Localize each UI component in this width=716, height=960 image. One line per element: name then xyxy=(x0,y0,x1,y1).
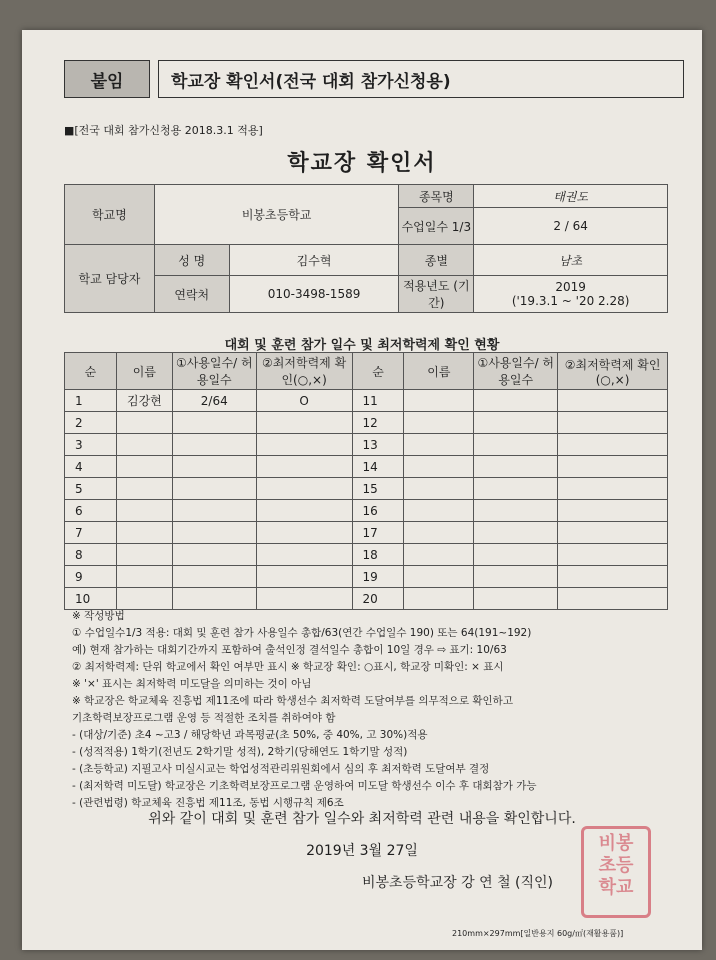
row-days-2 xyxy=(474,500,558,522)
row-check xyxy=(256,544,352,566)
row-number-2: 13 xyxy=(352,434,404,456)
year-label: 적용년도 (기간) xyxy=(399,276,474,313)
row-days xyxy=(172,566,256,588)
staff-label: 학교 담당자 xyxy=(65,245,155,313)
row-days-2 xyxy=(474,588,558,610)
row-name xyxy=(116,434,172,456)
instructions xyxy=(72,608,692,812)
row-days-2 xyxy=(474,544,558,566)
row-days xyxy=(172,456,256,478)
row-check-2 xyxy=(558,478,668,500)
row-check xyxy=(256,456,352,478)
row-number: 8 xyxy=(65,544,117,566)
row-number: 7 xyxy=(65,522,117,544)
col-header-days: ①사용일수/ 허용일수 xyxy=(172,353,256,390)
row-check-2 xyxy=(558,566,668,588)
col-header-check-2: ②최저학력제 확인(○,×) xyxy=(558,353,668,390)
attachment-label: 붙임 xyxy=(64,60,150,98)
row-check-2 xyxy=(558,412,668,434)
row-days-2 xyxy=(474,456,558,478)
col-header-name-2: 이름 xyxy=(404,353,474,390)
row-days: 2/64 xyxy=(172,390,256,412)
row-name-2 xyxy=(404,434,474,456)
row-check xyxy=(256,478,352,500)
table-row xyxy=(65,434,668,456)
signer-line: 비봉초등학교장 강 연 철 (직인) xyxy=(362,875,554,891)
info-table xyxy=(64,184,668,313)
row-number: 10 xyxy=(65,588,117,610)
document-date: 2019년 3월 27일 xyxy=(306,843,418,859)
row-number: 5 xyxy=(65,478,117,500)
row-name xyxy=(116,544,172,566)
days-value: 2 / 64 xyxy=(474,208,668,245)
official-seal: 비봉 초등 학교 xyxy=(581,826,651,918)
row-check xyxy=(256,500,352,522)
row-check xyxy=(256,412,352,434)
category-value: 남초 xyxy=(474,245,668,276)
row-check-2 xyxy=(558,434,668,456)
note-line: ※ 학교장은 학교체육 진흥법 제11조에 따라 학생선수 최저학력 도달여부를 의무적으로 확인하고 xyxy=(72,695,513,707)
note-line: ※ 작성방법 xyxy=(72,610,125,622)
school-label: 학교명 xyxy=(65,185,155,245)
name-value: 김수혁 xyxy=(229,245,399,276)
document-title: 학교장 확인서 xyxy=(287,151,437,176)
row-number: 2 xyxy=(65,412,117,434)
year-value: 2019 ('19.3.1 ~ '20 2.28) xyxy=(474,276,668,313)
days-label: 수업일수 1/3 xyxy=(399,208,474,245)
row-number-2: 15 xyxy=(352,478,404,500)
col-header-check: ②최저학력제 확인(○,×) xyxy=(256,353,352,390)
document-header xyxy=(64,60,684,98)
name-label: 성 명 xyxy=(154,245,229,276)
confirmation-text: 위와 같이 대회 및 훈련 참가 일수와 최저학력 관련 내용을 확인합니다. xyxy=(148,811,576,827)
row-name-2 xyxy=(404,390,474,412)
row-days xyxy=(172,522,256,544)
row-check xyxy=(256,434,352,456)
table-row xyxy=(65,522,668,544)
status-subtitle: 대회 및 훈련 참가 일수 및 최저학력제 확인 현황 xyxy=(224,338,500,353)
row-number-2: 16 xyxy=(352,500,404,522)
col-header-days-2: ①사용일수/ 허용일수 xyxy=(474,353,558,390)
row-name-2 xyxy=(404,456,474,478)
paper-spec: 210mm×297mm[일반용지 60g/㎡(재활용품)] xyxy=(452,929,624,938)
table-row xyxy=(65,478,668,500)
participation-table xyxy=(64,352,668,610)
note-line: ② 최저학력제: 단위 학교에서 확인 여부만 표시 ※ 학교장 확인: ○표시, 학교장 미확인: × 표시 xyxy=(72,661,504,673)
row-number: 6 xyxy=(65,500,117,522)
form-reference: ■[전국 대회 참가신청용 2018.3.1 적용] xyxy=(64,124,263,137)
note-line: ① 수업일수1/3 적용: 대회 및 훈련 참가 사용일수 총합/63(연간 수업일수 190) 또는 64(191~192) xyxy=(72,627,532,639)
document-page xyxy=(22,30,702,950)
row-check xyxy=(256,588,352,610)
col-header-no-2: 순 xyxy=(352,353,404,390)
row-number-2: 18 xyxy=(352,544,404,566)
row-days xyxy=(172,544,256,566)
row-days xyxy=(172,434,256,456)
row-check: O xyxy=(256,390,352,412)
row-check xyxy=(256,566,352,588)
row-name xyxy=(116,522,172,544)
row-name xyxy=(116,588,172,610)
row-days xyxy=(172,412,256,434)
note-line: 예) 현재 참가하는 대회기간까지 포함하여 출석인정 결석일수 총합이 10일 경우 ⇨ 표기: 10/63 xyxy=(72,644,507,656)
table-row xyxy=(65,588,668,610)
row-check-2 xyxy=(558,456,668,478)
row-name xyxy=(116,412,172,434)
row-number-2: 19 xyxy=(352,566,404,588)
row-days-2 xyxy=(474,434,558,456)
row-name xyxy=(116,500,172,522)
row-days xyxy=(172,500,256,522)
contact-label: 연락처 xyxy=(154,276,229,313)
col-header-no: 순 xyxy=(65,353,117,390)
table-row xyxy=(65,390,668,412)
table-row xyxy=(65,412,668,434)
row-check-2 xyxy=(558,390,668,412)
event-value: 태권도 xyxy=(474,185,668,208)
table-row xyxy=(65,544,668,566)
row-number: 1 xyxy=(65,390,117,412)
row-check-2 xyxy=(558,522,668,544)
row-number-2: 20 xyxy=(352,588,404,610)
table-row xyxy=(65,566,668,588)
row-number-2: 14 xyxy=(352,456,404,478)
row-number: 4 xyxy=(65,456,117,478)
row-name xyxy=(116,566,172,588)
row-days-2 xyxy=(474,390,558,412)
table-row xyxy=(65,500,668,522)
note-line: - (성적적용) 1학기(전년도 2학기말 성적), 2학기(당해연도 1학기말 성적) xyxy=(72,746,408,758)
row-check-2 xyxy=(558,588,668,610)
row-number-2: 11 xyxy=(352,390,404,412)
row-days-2 xyxy=(474,478,558,500)
row-check-2 xyxy=(558,500,668,522)
row-days xyxy=(172,588,256,610)
row-name-2 xyxy=(404,478,474,500)
row-days xyxy=(172,478,256,500)
row-days-2 xyxy=(474,566,558,588)
row-number-2: 12 xyxy=(352,412,404,434)
row-days-2 xyxy=(474,522,558,544)
row-name-2 xyxy=(404,412,474,434)
table-row xyxy=(65,456,668,478)
note-line: 기초학력보장프로그램 운영 등 적절한 조치를 취하여야 함 xyxy=(72,712,336,724)
row-name-2 xyxy=(404,588,474,610)
row-number: 9 xyxy=(65,566,117,588)
event-label: 종목명 xyxy=(399,185,474,208)
row-name-2 xyxy=(404,566,474,588)
row-name: 김강현 xyxy=(116,390,172,412)
contact-value: 010-3498-1589 xyxy=(229,276,399,313)
category-label: 종별 xyxy=(399,245,474,276)
row-name-2 xyxy=(404,500,474,522)
row-name xyxy=(116,478,172,500)
note-line: ※ '×' 표시는 최저학력 미도달을 의미하는 것이 아님 xyxy=(72,678,312,690)
note-line: - (대상/기준) 초4 ~고3 / 해당학년 과목평균(초 50%, 중 40%, 고 30%)적용 xyxy=(72,729,428,741)
note-line: - (관련법령) 학교체육 진흥법 제11조, 동법 시행규칙 제6조 xyxy=(72,797,344,809)
note-line: - (최저학력 미도달) 학교장은 기초학력보장프로그램 운영하여 미도달 학생선수 이수 후 대회참가 가능 xyxy=(72,780,537,792)
header-title: 학교장 확인서(전국 대회 참가신청용) xyxy=(158,60,684,98)
note-line: - (초등학교) 지필고사 미실시교는 학업성적관리위원회에서 심의 후 최저학력 도달여부 결정 xyxy=(72,763,490,775)
row-number-2: 17 xyxy=(352,522,404,544)
col-header-name: 이름 xyxy=(116,353,172,390)
row-name-2 xyxy=(404,522,474,544)
row-check xyxy=(256,522,352,544)
row-days-2 xyxy=(474,412,558,434)
row-number: 3 xyxy=(65,434,117,456)
row-name-2 xyxy=(404,544,474,566)
row-name xyxy=(116,456,172,478)
school-value: 비봉초등학교 xyxy=(154,185,399,245)
row-check-2 xyxy=(558,544,668,566)
